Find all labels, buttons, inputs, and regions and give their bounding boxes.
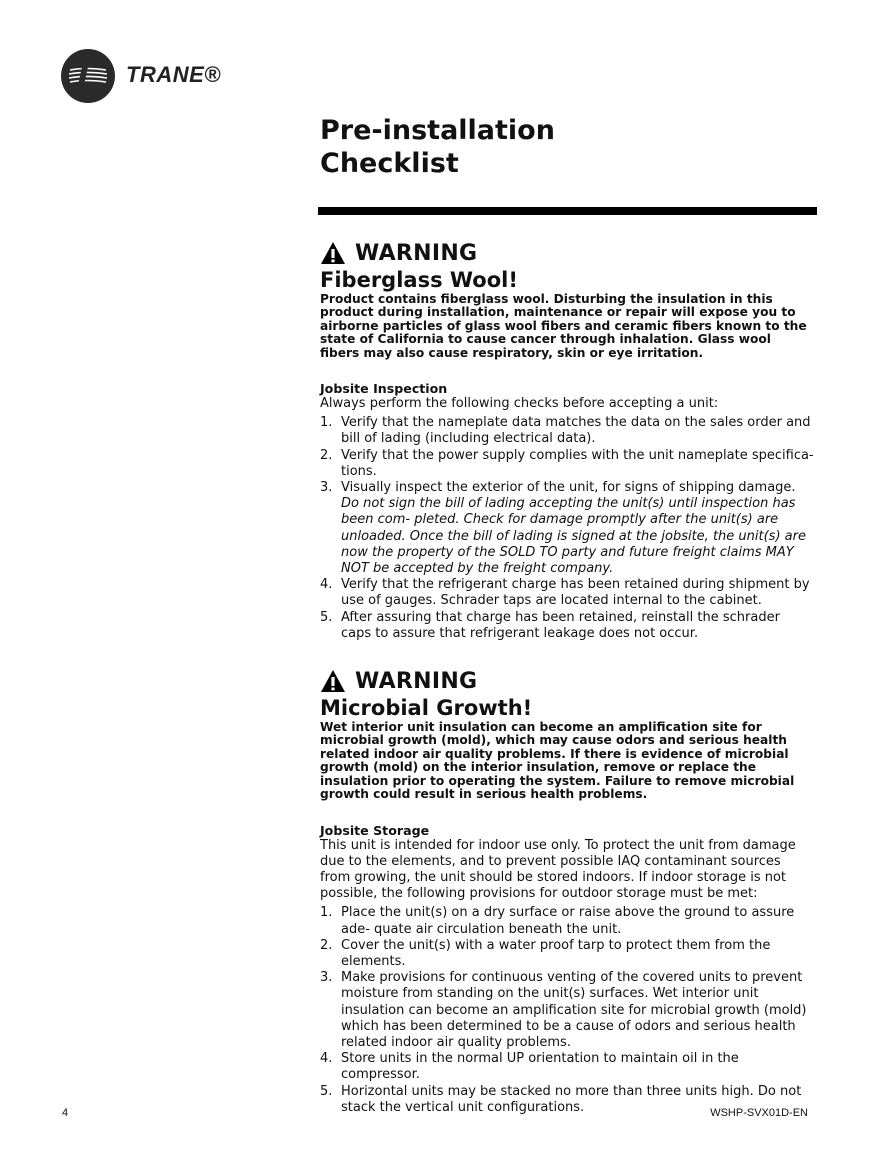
section-heading: Jobsite Inspection [320,381,448,397]
list-text: Cover the unit(s) with a water proof tarp to protect them from the elements. [341,937,771,969]
list-number: 4. [320,1051,333,1067]
list-item [320,448,814,480]
list-text: Verify that the nameplate data matches the data on the sales order and bill of lading (including electrical data). [341,415,811,447]
warning-header [320,666,814,696]
trane-logo [60,48,230,104]
list-item [320,938,814,970]
warning-triangle-icon [320,241,346,265]
warning-title: Fiberglass Wool! [320,268,518,292]
list-number: 5. [320,1083,333,1099]
list-number: 5. [320,609,333,625]
main-content [320,238,814,1116]
list-item [320,1051,814,1083]
storage-list [320,905,814,1116]
list-item [320,970,814,1051]
list-number: 1. [320,415,333,431]
page-title-line1: Pre-installation [320,115,555,146]
warning-label: WARNING [355,668,478,694]
inspection-list [320,415,814,642]
list-number: 4. [320,577,333,593]
list-number: 2. [320,937,333,953]
warning-text: Product contains fiberglass wool. Disturbing the insulation in this product during installation, maintenance or repair will expose you to airborne particles of glass wool fibers and ceramic fibers known to the state of California to cause cancer through inhalation. Glass wool fibers may also cause respiratory, skin or eye irritation. [320,292,807,360]
section-intro: Always perform the following checks before accepting a unit: [320,396,719,412]
list-text: Make provisions for continuous venting of the covered units to prevent moisture from standing on the unit(s) surfaces. Wet interior unit insulation can become an amplification site for microbial growth (mold) which has been determined to be a cause of odors and serious health related indoor air quality problems. [341,970,807,1050]
list-text: Place the unit(s) on a dry surface or raise above the ground to assure ade- quate air circulation beneath the unit. [341,905,795,937]
warning-triangle-icon [320,669,346,693]
list-number: 1. [320,905,333,921]
list-text: Store units in the normal UP orientation to maintain oil in the compressor. [341,1051,739,1083]
list-text: Visually inspect the exterior of the unit, for signs of shipping damage. [341,480,796,496]
list-number: 3. [320,970,333,986]
warning-text: Wet interior unit insulation can become an amplification site for microbial growth (mold), which may cause odors and serious health related indoor air quality problems. If there is evidence of microbial growth (mold) on the interior insulation, remove or replace the insulation prior to operating the system. Failure to remove microbial growth could result in serious health problems. [320,720,795,802]
list-number: 3. [320,480,333,496]
list-number: 2. [320,447,333,463]
warning-title: Microbial Growth! [320,696,533,721]
warning-microbial [320,666,814,801]
list-item [320,415,814,447]
section-jobsite-inspection [320,381,814,642]
page-title-line2: Checklist [320,148,459,179]
title-rule [318,207,817,215]
page-title [320,114,800,180]
section-heading: Jobsite Storage [320,822,430,838]
warning-fiberglass [320,238,814,360]
list-text: Verify that the refrigerant charge has been retained during shipment by use of gauges. Schrader taps are located internal to the cabinet. [341,577,810,609]
list-text-italic: Do not sign the bill of lading accepting the unit(s) until inspection has been com- pleted. Check for damage promptly after the unit(s) are unloaded. Once the bill of lading is signed at the jobsite, the unit(s) are now the property of the SOLD TO party and future freight claims MAY NOT be accepted by the freight company. [341,496,806,577]
warning-header [320,238,814,268]
list-text: After assuring that charge has been retained, reinstall the schrader caps to assure that refrigerant leakage does not occur. [341,609,780,641]
page-number: 4 [62,1107,69,1119]
section-intro: This unit is intended for indoor use only. To protect the unit from damage due to the elements, and to prevent possible IAQ contaminant sources from growing, the unit should be stored indoors. If indoor storage is not possible, the following provisions for outdoor storage must be met: [320,837,796,902]
trane-logo-mark [60,48,116,104]
warning-label: WARNING [355,240,478,266]
list-item [320,905,814,937]
list-text-group [341,480,814,577]
document-code: WSHP-SVX01D-EN [710,1107,808,1119]
list-text: Horizontal units may be stacked no more than three units high. Do not stack the vertical unit configurations. [341,1083,802,1115]
list-item [320,610,814,642]
list-item [320,577,814,609]
list-item [320,480,814,577]
list-text: Verify that the power supply complies with the unit nameplate specifica- tions. [341,447,814,479]
section-jobsite-storage [320,823,814,1116]
trane-wordmark: TRANE® [126,62,221,87]
